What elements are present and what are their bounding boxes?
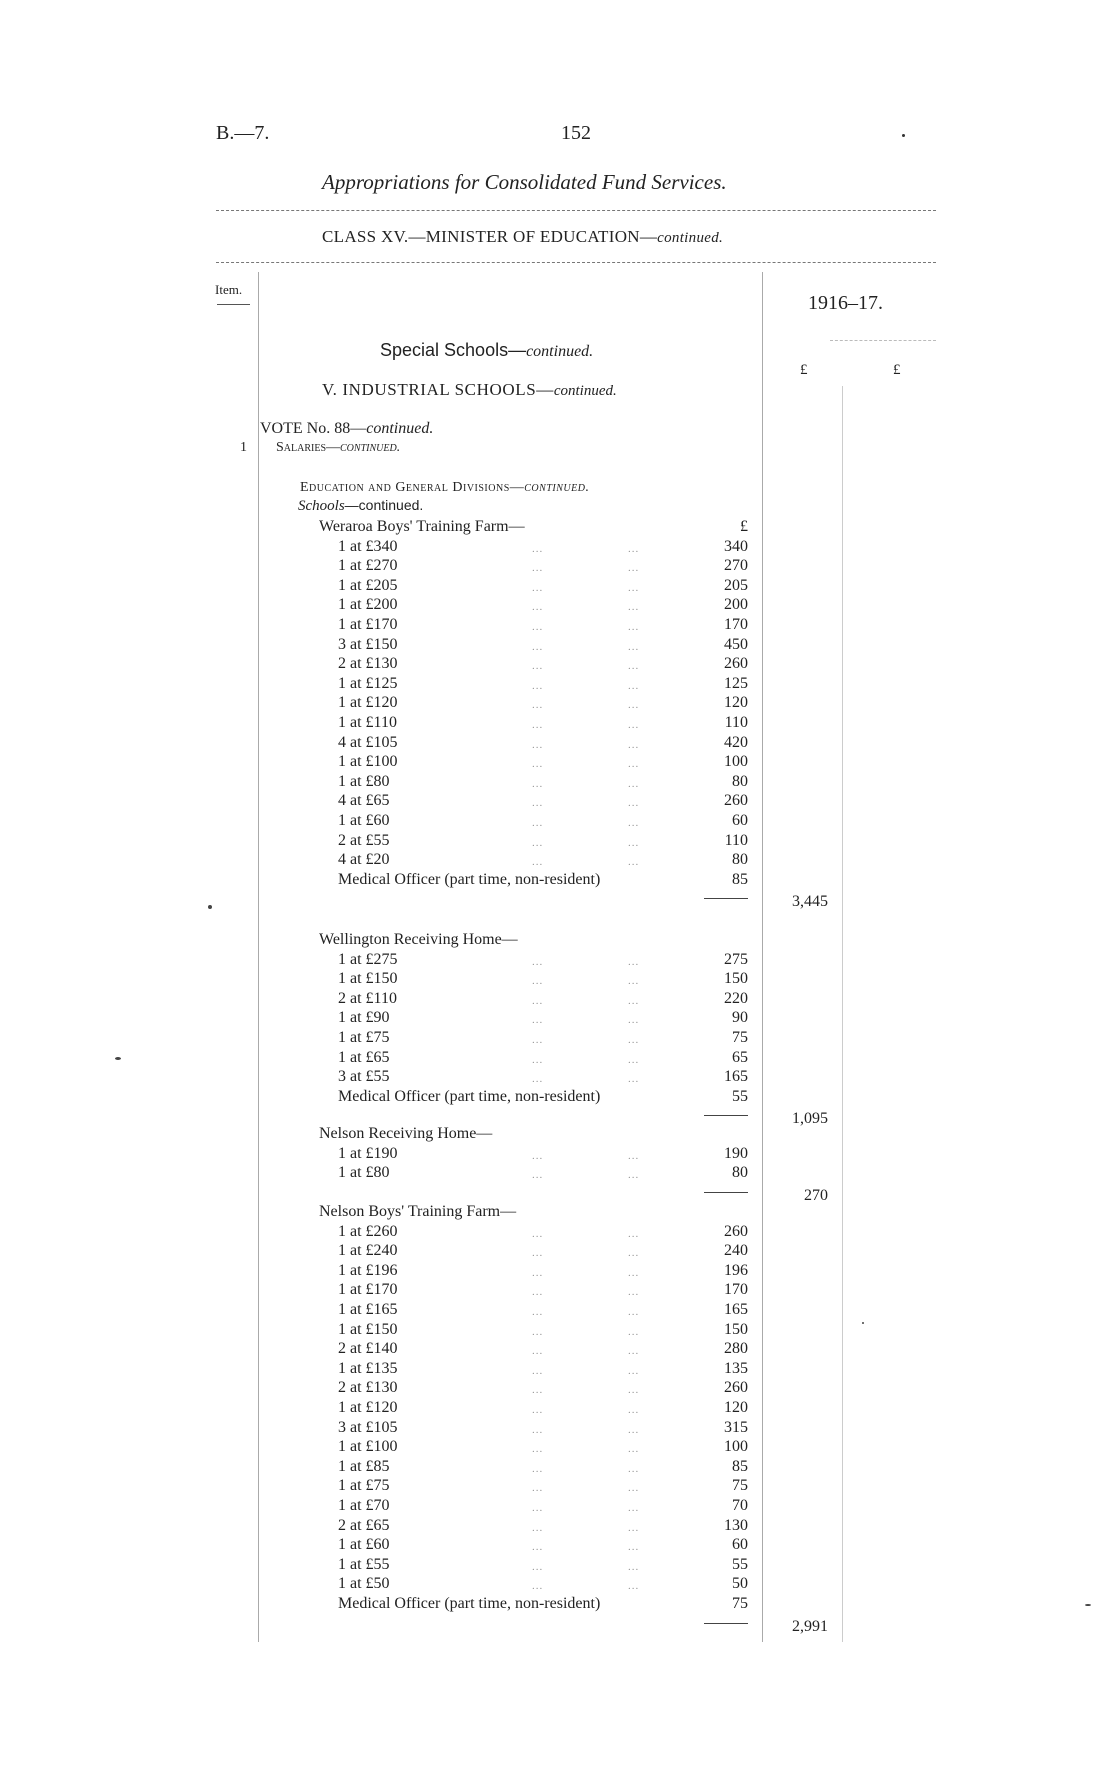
section-heading [0, 1202, 1114, 1222]
salary-amount: 60 [732, 1536, 748, 1554]
salary-row [0, 1496, 1114, 1516]
salaries-continued: continued. [340, 440, 401, 455]
leader-dots: ... [532, 1482, 544, 1495]
schools-continued: —continued. [344, 497, 424, 513]
salary-rate: 4 at £105 [338, 733, 398, 751]
leader-dots: ... [628, 1014, 640, 1027]
leader-dots: ... [628, 1306, 640, 1318]
leader-dots: ... [532, 817, 544, 829]
pound-column-a: £ [800, 362, 808, 378]
leader-dots: ... [532, 621, 544, 633]
leader-dots: ... [532, 1286, 544, 1299]
leader-dots: ... [532, 1364, 544, 1377]
salary-rate: 1 at £120 [338, 1399, 398, 1416]
salary-amount: 120 [724, 1399, 748, 1416]
salary-rate: 1 at £150 [338, 1320, 398, 1338]
salary-amount: 420 [724, 733, 748, 751]
leader-dots: ... [532, 640, 544, 653]
salary-amount: 196 [724, 1261, 748, 1279]
salary-row [0, 811, 1114, 831]
salary-row [0, 1222, 1114, 1242]
salary-amount: 170 [724, 1281, 748, 1299]
page-title: Appropriations for Consolidated Fund Services. [322, 170, 727, 194]
salary-amount: 60 [732, 812, 748, 829]
leader-dots: ... [532, 601, 544, 614]
leader-dots: ... [532, 1502, 544, 1514]
salary-rate: 1 at £270 [338, 557, 398, 575]
salary-row [0, 654, 1114, 674]
salary-amount: 75 [732, 1029, 748, 1046]
leader-dots: ... [628, 1227, 640, 1240]
industrial-schools-continued: continued. [553, 383, 617, 399]
salary-rate: 1 at £100 [338, 753, 398, 771]
salary-row [0, 713, 1114, 733]
division-main: Education and General Divisions— [300, 480, 525, 495]
salary-amount: 205 [724, 576, 748, 594]
section-total: 270 [804, 1186, 828, 1204]
schools-heading [298, 497, 423, 515]
salary-row [0, 989, 1114, 1009]
salary-amount: 170 [724, 616, 748, 633]
salary-row [0, 850, 1114, 870]
speck-mark [862, 1322, 864, 1324]
leader-dots: ... [532, 719, 544, 731]
leader-dots: ... [628, 621, 640, 633]
leader-dots: ... [628, 1247, 640, 1260]
salary-row [0, 1574, 1114, 1594]
leader-dots: ... [628, 856, 640, 869]
division-heading [300, 480, 589, 496]
salary-rate: 1 at £60 [338, 812, 390, 829]
salary-row [0, 1418, 1114, 1438]
leader-dots: ... [532, 1034, 544, 1046]
class-heading [322, 227, 723, 247]
salary-rate: 1 at £205 [338, 576, 398, 594]
salary-rate: 1 at £275 [338, 950, 398, 968]
salary-rate: 1 at £50 [338, 1575, 390, 1593]
salary-amount: 110 [724, 714, 748, 731]
leader-dots: ... [532, 1384, 544, 1397]
leader-dots: ... [532, 836, 544, 849]
salary-rate: 1 at £55 [338, 1555, 390, 1573]
salary-rate: 1 at £240 [338, 1242, 398, 1260]
section-pound-sign: £ [740, 518, 748, 535]
section-name: Wellington Receiving Home— [319, 931, 518, 948]
leader-dots: ... [628, 1034, 640, 1046]
salary-amount: 165 [724, 1068, 748, 1086]
item-label-rule [217, 304, 250, 305]
salary-rate: 1 at £75 [338, 1029, 390, 1046]
leader-dots: ... [628, 679, 640, 692]
salary-rate: 1 at £170 [338, 616, 398, 633]
salary-amount: 80 [732, 772, 748, 790]
leader-dots: ... [628, 601, 640, 614]
salary-amount: 70 [732, 1497, 748, 1514]
salary-rate: 2 at £65 [338, 1516, 390, 1534]
section-total-row [0, 1617, 1114, 1637]
salary-row [0, 950, 1114, 970]
salary-rate: 1 at £80 [338, 772, 390, 790]
salary-amount: 260 [724, 792, 748, 810]
leader-dots: ... [628, 1560, 640, 1573]
salary-rate: 1 at £75 [338, 1477, 390, 1495]
leader-dots: ... [532, 1345, 544, 1358]
medical-officer-row [0, 1087, 1114, 1107]
leader-dots: ... [628, 581, 640, 594]
leader-dots: ... [628, 1266, 640, 1279]
salary-rate: 4 at £65 [338, 792, 390, 810]
leader-dots: ... [532, 1541, 544, 1554]
leader-dots: ... [532, 738, 544, 751]
leader-dots: ... [628, 660, 640, 673]
schools-main: Schools [298, 498, 345, 514]
leader-dots: ... [628, 1169, 640, 1182]
salary-row [0, 693, 1114, 713]
leader-dots: ... [532, 699, 544, 712]
salary-rate: 2 at £130 [338, 655, 398, 673]
class-heading-main: CLASS XV.—MINISTER OF EDUCATION— [322, 227, 658, 246]
salary-row [0, 969, 1114, 989]
leader-dots: ... [532, 975, 544, 988]
salary-rate: 1 at £200 [338, 596, 398, 614]
leader-dots: ... [628, 1053, 640, 1066]
section-name: Nelson Receiving Home— [319, 1125, 493, 1142]
salary-amount: 450 [724, 635, 748, 653]
document-reference: B.—7. [216, 122, 270, 144]
salary-amount: 220 [724, 989, 748, 1007]
salary-row [0, 1280, 1114, 1300]
salary-row [0, 772, 1114, 792]
salary-row [0, 1008, 1114, 1028]
salary-amount: 100 [724, 753, 748, 771]
leader-dots: ... [628, 1345, 640, 1358]
salary-row [0, 674, 1114, 694]
salary-rate: 2 at £110 [338, 989, 397, 1007]
salary-row [0, 1241, 1114, 1261]
salary-rate: 1 at £85 [338, 1457, 390, 1475]
leader-dots: ... [532, 1053, 544, 1066]
leader-dots: ... [628, 738, 640, 751]
vote-continued: continued. [366, 420, 434, 437]
leader-dots: ... [628, 955, 640, 968]
leader-dots: ... [532, 1462, 544, 1475]
salary-amount: 275 [724, 950, 748, 968]
leader-dots: ... [532, 1073, 544, 1086]
section-total: 1,095 [792, 1110, 828, 1128]
class-rule [216, 262, 936, 263]
leader-dots: ... [628, 1384, 640, 1397]
salary-rate: 1 at £170 [338, 1281, 398, 1299]
salary-row [0, 1339, 1114, 1359]
salary-amount: 130 [724, 1516, 748, 1534]
leader-dots: ... [628, 975, 640, 988]
speck-mark [115, 1057, 121, 1060]
salary-amount: 260 [724, 655, 748, 673]
leader-dots: ... [628, 1541, 640, 1554]
salary-amount: 55 [732, 1555, 748, 1573]
salary-amount: 260 [724, 1222, 748, 1240]
salary-rate: 1 at £120 [338, 694, 398, 712]
special-schools-continued: continued. [526, 343, 594, 360]
medical-officer-row [0, 870, 1114, 890]
speck-mark [208, 905, 212, 909]
leader-dots: ... [628, 758, 640, 771]
leader-dots: ... [628, 797, 640, 810]
leader-dots: ... [628, 1482, 640, 1495]
salary-amount: 240 [724, 1242, 748, 1260]
speck-mark [1085, 1604, 1091, 1606]
salary-row [0, 1476, 1114, 1496]
leader-dots: ... [628, 1502, 640, 1514]
salary-row [0, 1163, 1114, 1183]
leader-dots: ... [532, 955, 544, 968]
industrial-schools-main: V. INDUSTRIAL SCHOOLS— [322, 380, 554, 399]
salary-amount: 50 [732, 1575, 748, 1593]
medical-officer-label: Medical Officer (part time, non-resident) [338, 1595, 601, 1612]
leader-dots: ... [532, 1560, 544, 1573]
leader-dots: ... [532, 856, 544, 869]
salary-amount: 65 [732, 1048, 748, 1066]
salary-rate: 1 at £60 [338, 1536, 390, 1554]
year-heading: 1916–17. [808, 292, 883, 314]
medical-officer-amount: 85 [732, 870, 748, 888]
speck-mark [902, 134, 905, 137]
leader-dots: ... [532, 777, 544, 790]
salary-row [0, 556, 1114, 576]
leader-dots: ... [532, 1306, 544, 1318]
leader-dots: ... [628, 1404, 640, 1416]
section-total: 3,445 [792, 893, 828, 911]
vote-heading [260, 420, 433, 438]
leader-dots: ... [532, 660, 544, 673]
salary-rate: 1 at £260 [338, 1222, 398, 1240]
salary-row [0, 615, 1114, 635]
salary-amount: 165 [724, 1301, 748, 1318]
leader-dots: ... [628, 542, 640, 555]
medical-officer-row [0, 1594, 1114, 1614]
section-heading [0, 1124, 1114, 1144]
salary-rate: 2 at £140 [338, 1340, 398, 1358]
leader-dots: ... [532, 581, 544, 594]
leader-dots: ... [532, 994, 544, 1007]
division-continued: continued. [524, 480, 590, 495]
leader-dots: ... [532, 1443, 544, 1456]
leader-dots: ... [532, 1266, 544, 1279]
special-schools-heading [380, 340, 593, 361]
salary-row [0, 576, 1114, 596]
salary-rate: 1 at £190 [338, 1144, 398, 1162]
salary-amount: 120 [724, 694, 748, 712]
salary-row [0, 733, 1114, 753]
leader-dots: ... [628, 994, 640, 1007]
salary-rate: 1 at £135 [338, 1359, 398, 1377]
salary-row [0, 1067, 1114, 1087]
year-rule [830, 340, 936, 341]
section-total-row [0, 892, 1114, 912]
salary-rate: 1 at £65 [338, 1048, 390, 1066]
salary-rate: 1 at £90 [338, 1009, 390, 1027]
salary-rate: 2 at £55 [338, 831, 390, 849]
salary-row [0, 635, 1114, 655]
leader-dots: ... [532, 562, 544, 575]
salary-rate: 4 at £20 [338, 851, 390, 869]
salary-rate: 1 at £150 [338, 970, 398, 988]
salaries-heading [276, 440, 400, 456]
salary-amount: 135 [724, 1359, 748, 1377]
leader-dots: ... [628, 1325, 640, 1338]
section-name: Weraroa Boys' Training Farm— [319, 518, 525, 535]
salary-amount: 110 [724, 831, 748, 849]
section-name: Nelson Boys' Training Farm— [319, 1203, 517, 1220]
salary-rate: 3 at £55 [338, 1068, 390, 1086]
salary-row [0, 1555, 1114, 1575]
salary-amount: 340 [724, 537, 748, 555]
leader-dots: ... [532, 797, 544, 810]
salary-amount: 125 [724, 674, 748, 692]
leader-dots: ... [532, 1404, 544, 1416]
section-heading [0, 517, 1114, 537]
leader-dots: ... [532, 1247, 544, 1260]
leader-dots: ... [628, 1423, 640, 1436]
pound-column-b: £ [893, 362, 901, 378]
item-number: 1 [240, 440, 247, 455]
salary-row [0, 1300, 1114, 1320]
salary-amount: 80 [732, 1164, 748, 1182]
leader-dots: ... [628, 1149, 640, 1162]
leader-dots: ... [628, 719, 640, 731]
leader-dots: ... [532, 1325, 544, 1338]
salary-rate: 1 at £196 [338, 1261, 398, 1279]
salary-row [0, 791, 1114, 811]
salary-row [0, 595, 1114, 615]
salary-row [0, 1437, 1114, 1457]
salary-row [0, 1378, 1114, 1398]
salary-amount: 260 [724, 1379, 748, 1397]
salary-rate: 1 at £125 [338, 674, 398, 692]
item-column-label: Item. [215, 282, 243, 297]
leader-dots: ... [532, 1580, 544, 1593]
section-total: 2,991 [792, 1617, 828, 1635]
salary-row [0, 831, 1114, 851]
salary-row [0, 1048, 1114, 1068]
medical-officer-label: Medical Officer (part time, non-resident) [338, 1087, 601, 1105]
salary-amount: 280 [724, 1340, 748, 1358]
salary-row [0, 1144, 1114, 1164]
leader-dots: ... [628, 1580, 640, 1593]
salary-row [0, 1516, 1114, 1536]
salary-amount: 85 [732, 1457, 748, 1475]
salary-rate: 2 at £130 [338, 1379, 398, 1397]
leader-dots: ... [532, 1149, 544, 1162]
salary-amount: 150 [724, 970, 748, 988]
salary-amount: 190 [724, 1144, 748, 1162]
leader-dots: ... [628, 777, 640, 790]
salary-amount: 200 [724, 596, 748, 614]
leader-dots: ... [532, 1014, 544, 1027]
leader-dots: ... [628, 640, 640, 653]
salary-rate: 1 at £165 [338, 1301, 398, 1318]
leader-dots: ... [532, 1521, 544, 1534]
leader-dots: ... [628, 1286, 640, 1299]
leader-dots: ... [628, 817, 640, 829]
salary-rate: 1 at £70 [338, 1497, 390, 1514]
salary-rate: 3 at £150 [338, 635, 398, 653]
leader-dots: ... [532, 679, 544, 692]
medical-officer-amount: 75 [732, 1595, 748, 1612]
industrial-schools-heading [322, 380, 617, 400]
salaries-main: Salaries— [276, 440, 341, 455]
leader-dots: ... [532, 1423, 544, 1436]
salary-rate: 1 at £80 [338, 1164, 390, 1182]
salary-amount: 270 [724, 557, 748, 575]
leader-dots: ... [532, 758, 544, 771]
salary-row [0, 1028, 1114, 1048]
leader-dots: ... [628, 1462, 640, 1475]
leader-dots: ... [628, 1073, 640, 1086]
leader-dots: ... [532, 542, 544, 555]
salary-row [0, 1398, 1114, 1418]
title-rule [216, 210, 936, 211]
page-number: 152 [561, 122, 591, 144]
salary-amount: 100 [724, 1438, 748, 1456]
leader-dots: ... [628, 1364, 640, 1377]
salary-rate: 3 at £105 [338, 1418, 398, 1436]
salary-rate: 1 at £110 [338, 714, 397, 731]
salary-amount: 90 [732, 1009, 748, 1027]
salary-row [0, 1261, 1114, 1281]
medical-officer-amount: 55 [732, 1087, 748, 1105]
leader-dots: ... [628, 699, 640, 712]
leader-dots: ... [532, 1227, 544, 1240]
leader-dots: ... [628, 836, 640, 849]
salary-row [0, 1320, 1114, 1340]
salary-row [0, 1359, 1114, 1379]
special-schools-main: Special Schools— [380, 340, 527, 360]
salary-rate: 1 at £340 [338, 537, 398, 555]
leader-dots: ... [628, 1521, 640, 1534]
salary-row [0, 537, 1114, 557]
class-heading-continued: continued. [657, 230, 724, 246]
salary-amount: 315 [724, 1418, 748, 1436]
section-heading [0, 930, 1114, 950]
salary-amount: 75 [732, 1477, 748, 1495]
vote-main: VOTE No. 88— [260, 420, 367, 437]
salary-rate: 1 at £100 [338, 1438, 398, 1456]
salary-amount: 150 [724, 1320, 748, 1338]
medical-officer-label: Medical Officer (part time, non-resident) [338, 870, 601, 888]
leader-dots: ... [532, 1169, 544, 1182]
salary-row [0, 1535, 1114, 1555]
salary-amount: 80 [732, 851, 748, 869]
leader-dots: ... [628, 562, 640, 575]
salary-row [0, 752, 1114, 772]
salary-row [0, 1457, 1114, 1477]
leader-dots: ... [628, 1443, 640, 1456]
